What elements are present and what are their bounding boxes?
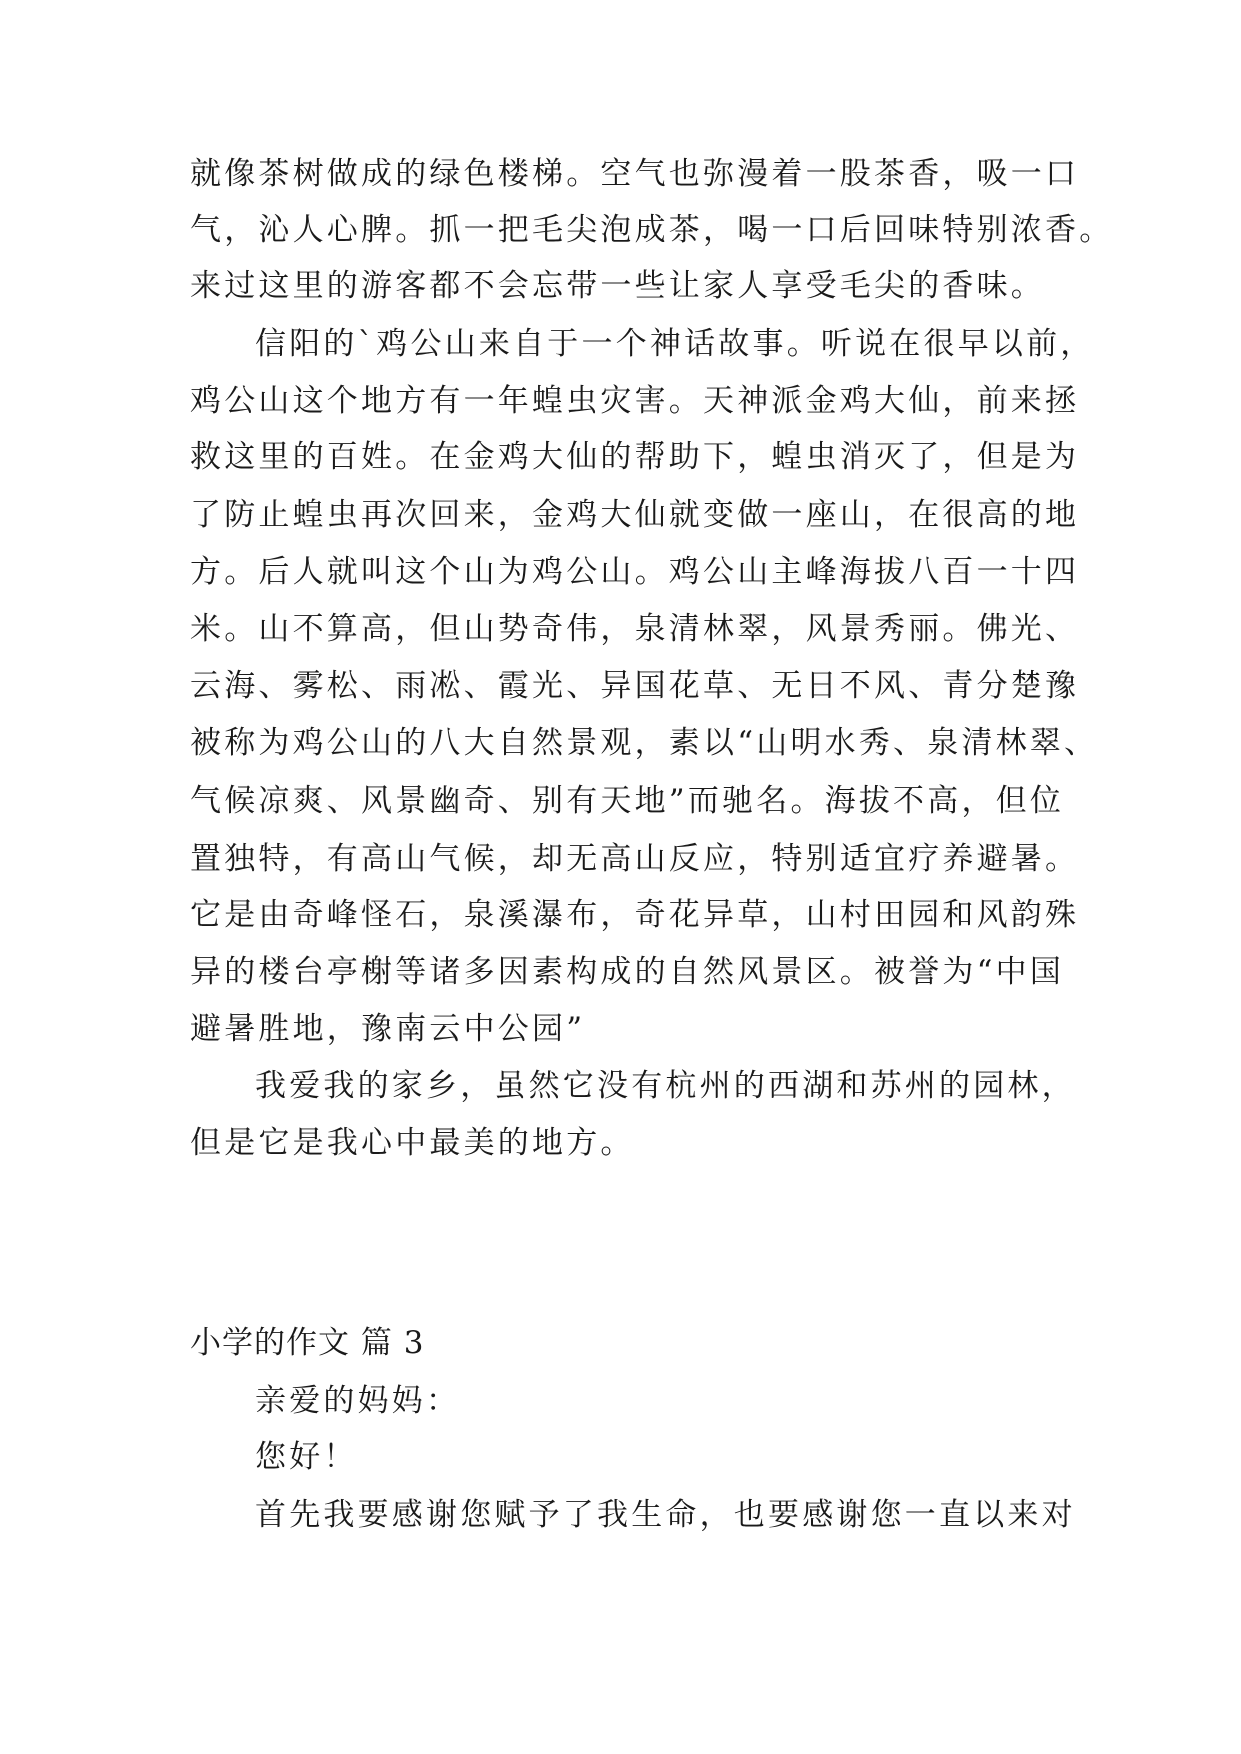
paragraph-2-line-13: 避暑胜地，豫南云中公园” [190,1011,586,1047]
letter-opening-line: 首先我要感谢您赋予了我生命，也要感谢您一直以来对 [255,1497,1076,1533]
paragraph-2-line-9: 气候凉爽、风景幽奇、别有天地”而驰名。海拔不高，但位 [190,783,1065,819]
section-heading: 小学的作文 篇 3 [190,1325,425,1361]
paragraph-2-line-12: 异的楼台亭榭等诸多因素构成的自然风景区。被誉为“中国 [190,954,1065,990]
paragraph-1-line-1: 就像茶树做成的绿色楼梯。空气也弥漫着一股茶香，吸一口 [190,156,1080,192]
paragraph-2-line-10: 置独特，有高山气候，却无高山反应，特别适宜疗养避暑。 [190,841,1080,877]
paragraph-2-line-2: 鸡公山这个地方有一年蝗虫灾害。天神派金鸡大仙，前来拯 [190,383,1080,419]
paragraph-1-line-2: 气，沁人心脾。抓一把毛尖泡成茶，喝一口后回味特别浓香。 [190,212,1114,248]
paragraph-2-line-7: 云海、雾松、雨凇、霞光、异国花草、无日不风、青分楚豫 [190,668,1080,704]
paragraph-3-line-1: 我爱我的家乡，虽然它没有杭州的西湖和苏州的园林， [255,1068,1076,1104]
paragraph-2-line-8: 被称为鸡公山的八大自然景观，素以“山明水秀、泉清林翠、 [190,725,1099,761]
paragraph-2-line-1: 信阳的`鸡公山来自于一个神话故事。听说在很早以前， [255,326,1095,362]
paragraph-2-line-5: 方。后人就叫这个山为鸡公山。鸡公山主峰海拔八百一十四 [190,554,1080,590]
paragraph-3-line-2: 但是它是我心中最美的地方。 [190,1125,635,1161]
paragraph-2-line-11: 它是由奇峰怪石，泉溪瀑布，奇花异草，山村田园和风韵殊 [190,897,1080,933]
paragraph-2-line-6: 米。山不算高，但山势奇伟，泉清林翠，风景秀丽。佛光、 [190,611,1080,647]
paragraph-1-line-3: 来过这里的游客都不会忘带一些让家人享受毛尖的香味。 [190,268,1045,304]
letter-salutation: 亲爱的妈妈： [255,1383,461,1419]
paragraph-2-line-4: 了防止蝗虫再次回来，金鸡大仙就变做一座山，在很高的地 [190,497,1080,533]
paragraph-2-line-3: 救这里的百姓。在金鸡大仙的帮助下，蝗虫消灭了，但是为 [190,439,1080,475]
letter-greeting: 您好！ [255,1439,358,1475]
